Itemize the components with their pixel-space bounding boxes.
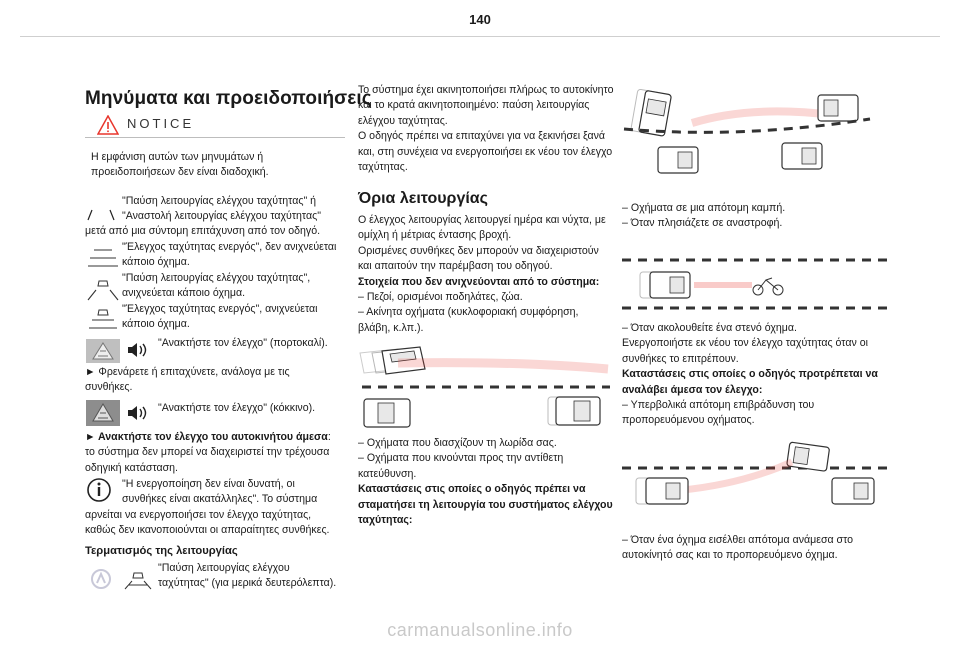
bend-paragraph: – Οχήματα σε μια απότομη καμπή. – Όταν πλησιάζετε σε αναστροφή. — [622, 202, 786, 230]
warning-triangle-icon — [97, 115, 119, 135]
limits-paragraph: Ο έλεγχος λειτουργίας λειτουργεί ημέρα και νύχτα, με ομίχλη ή μέτριας έντασης βροχή. Ορισμένες συνθήκες δεν μπορούν να διαχειριστούν και απαιτούν την παρέμβαση του οδηγού. Στοιχεία που δεν ανιχνεύονται από το σύστημα: – Πεζοί, ορισμένοι ποδηλάτες, ζώα. – Ακίνητα οχήματα (κυκλοφοριακή συμφόρηση, βλάβη, κ.λπ.). — [358, 214, 606, 334]
standstill-paragraph: Το σύστημα έχει ακινητοποιήσει πλήρως το αυτοκίνητο και το κρατά ακινητοποιημένο: παύση λειτουργίας ελέγχου ταχύτητας. Ο οδηγός πρέπει να επιταχύνει για να ξεκινήσει ξανά και, στη συνέχεια να ενεργοποιήσει εκ νέου τον έλεγχο ταχύτητας. — [358, 84, 614, 174]
sharp-bend-illustration — [622, 85, 872, 195]
sound-icon — [126, 404, 150, 422]
narrow-vehicle-paragraph: – Όταν ακολουθείτε ένα στενό όχημα. Ενεργοποιήστε εκ νέου τον έλεγχο ταχύτητας όταν οι συνθήκες το επιτρέπουν. Καταστάσεις στις οποίες ο οδηγός προτρέπεται να αναλάβει άμεσα τον έλεγχο: – Υπερβολικά απότομη επιβράδυνση του προπορευόμενου οχήματος. — [622, 322, 878, 427]
message-pause-text-cont: μετά από μια σύντομη επιτάχυνση από τον οδηγό. — [85, 225, 321, 237]
sound-icon — [126, 341, 150, 359]
cruise-grey-icon — [88, 568, 114, 590]
notice-text: Η εμφάνιση αυτών των μηνυμάτων ή προειδοποιήσεων δεν είναι διαδοχική. — [91, 151, 269, 179]
info-icon — [86, 477, 112, 503]
orange-alert-icon — [86, 339, 120, 363]
crossing-vehicle-illustration — [358, 345, 610, 430]
end-message: "Παύση λειτουργίας ελέγχου ταχύτητας" (για μερικά δευτερόλεπτα). — [158, 562, 337, 590]
message-pause-vehicle: "Παύση λειτουργίας ελέγχου ταχύτητας", ανιχνεύεται κάποιο όχημα. — [122, 272, 311, 300]
top-divider — [20, 36, 940, 37]
info-activation-impossible: "Η ενεργοποίηση δεν είναι δυνατή, οι συνθήκες είναι ακατάλληλες". Το σύστημα — [122, 478, 318, 506]
crossing-paragraph: – Οχήματα που διασχίζουν τη λωρίδα σας. – Οχήματα που κινούνται προς την αντίθετη κατεύθυνση. Καταστάσεις στις οποίες ο οδηγός πρέπει να σταματήσει τη λειτουργία του συστήματος ελέγχου ταχύτητας: — [358, 437, 613, 527]
vehicle-detected-active-icon — [86, 308, 120, 332]
lane-lines-icon — [86, 208, 116, 222]
red-alert-icon — [86, 400, 120, 426]
message-regain-orange: "Ανακτήστε τον έλεγχο" (πορτοκαλί). — [158, 337, 328, 349]
limits-title: Όρια λειτουργίας — [358, 190, 488, 207]
end-section-title: Τερματισμός της λειτουργίας — [85, 545, 238, 557]
message-active-vehicle: "Έλεγχος ταχύτητας ενεργός", ανιχνεύεται κάποιο όχημα. — [122, 303, 318, 331]
vehicle-pause-icon — [122, 572, 154, 590]
page-title: Μηνύματα και προειδοποιήσεις — [85, 88, 372, 109]
message-active-no-vehicle: "Έλεγχος ταχύτητας ενεργός", δεν ανιχνεύεται κάποιο όχημα. — [122, 241, 337, 269]
action-regain-control: ► Ανακτήστε τον έλεγχο του αυτοκινήτου άμεσα: το σύστημα δεν μπορεί να διαχειριστεί την τρέχουσα οδηγική κατάσταση. — [85, 431, 331, 474]
notice-box — [85, 112, 345, 184]
cut-in-illustration — [622, 438, 888, 518]
action-brake-accelerate: ► Φρενάρετε ή επιταχύνετε, ανάλογα με τις συνθήκες. — [85, 366, 290, 394]
cut-in-paragraph: – Όταν ένα όχημα εισέλθει απότομα ανάμεσα στο αυτοκίνητό σας και το προπορευόμενο όχημα. — [622, 534, 854, 562]
message-regain-red: "Ανακτήστε τον έλεγχο" (κόκκινο). — [158, 402, 316, 414]
info-activation-impossible-cont: αρνείται να ενεργοποιήσει τον έλεγχο ταχύτητας, καθώς δεν ικανοποιούνται οι απαραίτητες συνθήκες. — [85, 509, 330, 537]
message-pause-text: "Παύση λειτουργίας ελέγχου ταχύτητας" ή "Αναστολή λειτουργίας ελέγχου ταχύτητας" — [122, 195, 321, 223]
notice-label: NOTICE — [127, 116, 195, 131]
page-number: 140 — [469, 12, 491, 27]
notice-header — [85, 112, 345, 138]
footer-watermark: carmanualsonline.info — [387, 620, 573, 640]
vehicle-detected-pause-icon — [86, 278, 120, 302]
narrow-vehicle-illustration — [622, 252, 888, 314]
lane-active-icon — [86, 248, 120, 270]
